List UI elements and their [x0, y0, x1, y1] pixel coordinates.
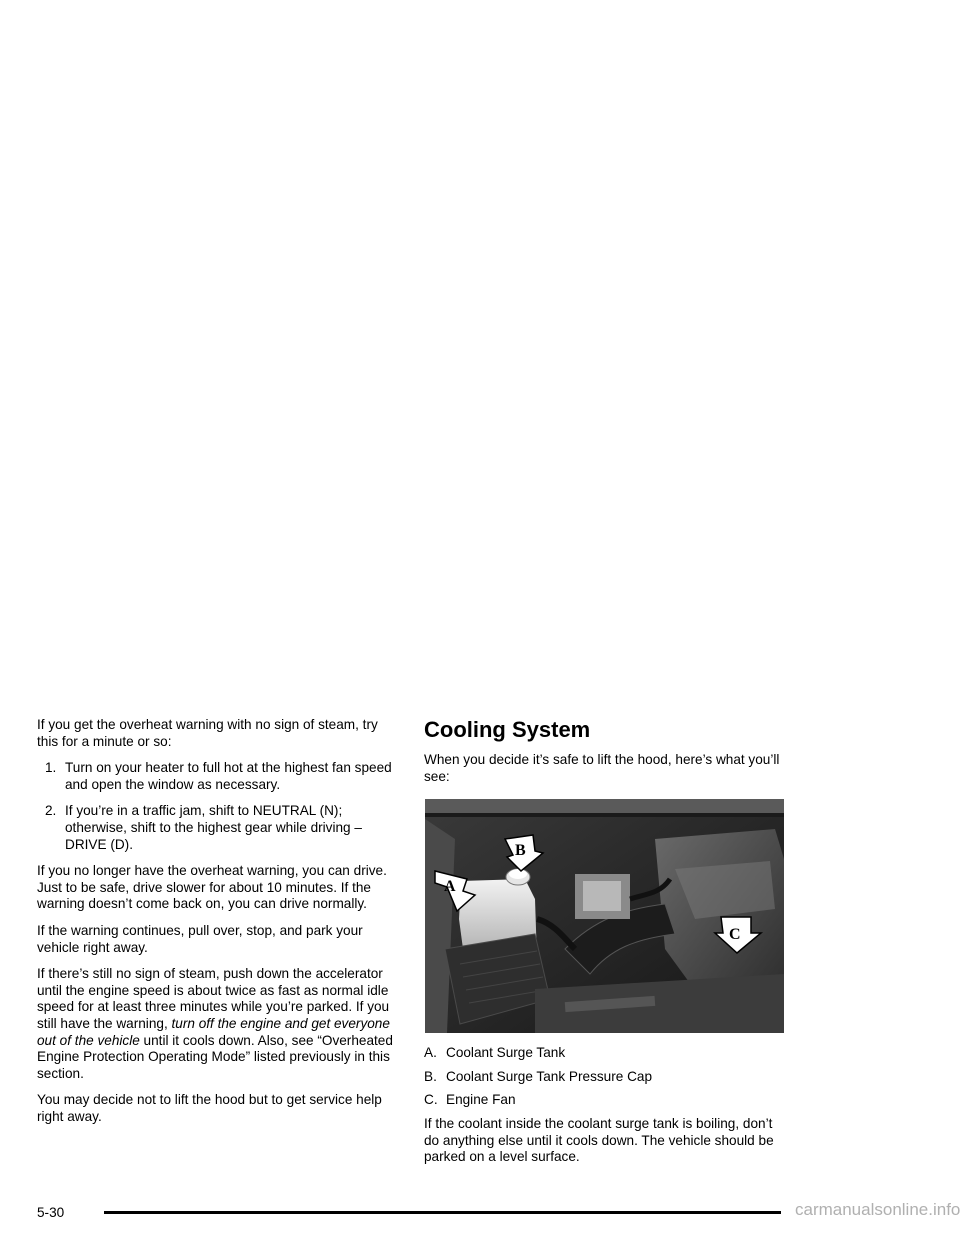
right-column [424, 718, 789, 1176]
label-c: C [729, 926, 741, 944]
section-heading: Cooling System [424, 717, 591, 742]
left-column [37, 717, 397, 1135]
engine-photo-illustration [425, 799, 784, 1033]
caption-letter: A. [424, 1045, 437, 1061]
boiling-paragraph: If the coolant inside the coolant surge tank is boiling, don’t do anything else until it cools down. The vehicle should be parked on a level surface. [424, 1115, 774, 1165]
service-paragraph: You may decide not to lift the hood but to get service help right away. [37, 1092, 382, 1124]
caption-text: Coolant Surge Tank Pressure Cap [446, 1068, 653, 1084]
caption-letter: C. [424, 1092, 438, 1108]
label-b: B [515, 842, 526, 860]
step-text: If you’re in a traffic jam, shift to NEUTRAL (N); otherwise, shift to the highest gear while driving – DRIVE (D). [65, 803, 362, 852]
photo-captions [424, 1045, 789, 1109]
no-steam-italic-text: turn off the engine and get everyone out of the vehicle [37, 1015, 390, 1048]
list-item [424, 1092, 789, 1109]
watermark: carmanualsonline.info [795, 1200, 960, 1219]
list-item [37, 760, 397, 793]
no-steam-paragraph [37, 966, 397, 1082]
overheat-intro: If you get the overheat warning with no sign of steam, try this for a minute or so: [37, 717, 378, 749]
no-warning-paragraph: If you no longer have the overheat warning, you can drive. Just to be safe, drive slower for about 10 minutes. If the warning doesn’t come back on, you can drive normally. [37, 863, 387, 912]
list-item [37, 803, 397, 853]
warning-continues-paragraph: If the warning continues, pull over, stop, and park your vehicle right away. [37, 922, 363, 955]
no-steam-text-end: until it cools down. Also, see “Overheated Engine Protection Operating Mode” listed previously in this section. [37, 1032, 393, 1081]
step-number: 2. [45, 803, 57, 819]
label-a: A [444, 878, 456, 896]
caption-text: Coolant Surge Tank [446, 1045, 566, 1061]
caption-letter: B. [424, 1068, 437, 1084]
step-text: Turn on your heater to full hot at the highest fan speed and open the window as necessary. [65, 760, 392, 792]
page-number: 5-30 [37, 1205, 65, 1220]
engine-compartment-photo [425, 799, 784, 1033]
caption-text: Engine Fan [446, 1092, 516, 1108]
step-number: 1. [45, 760, 57, 776]
list-item [424, 1045, 789, 1062]
list-item [424, 1069, 789, 1086]
no-steam-text-start: If there’s still no sign of steam, push down the accelerator until the engine speed is about twice as fast as normal idle speed for at least three minutes while you’re parked. If you still have the warning, [37, 966, 390, 1031]
cooling-intro: When you decide it’s safe to lift the hood, here’s what you’ll see: [424, 752, 780, 784]
footer-rule [104, 1211, 781, 1214]
